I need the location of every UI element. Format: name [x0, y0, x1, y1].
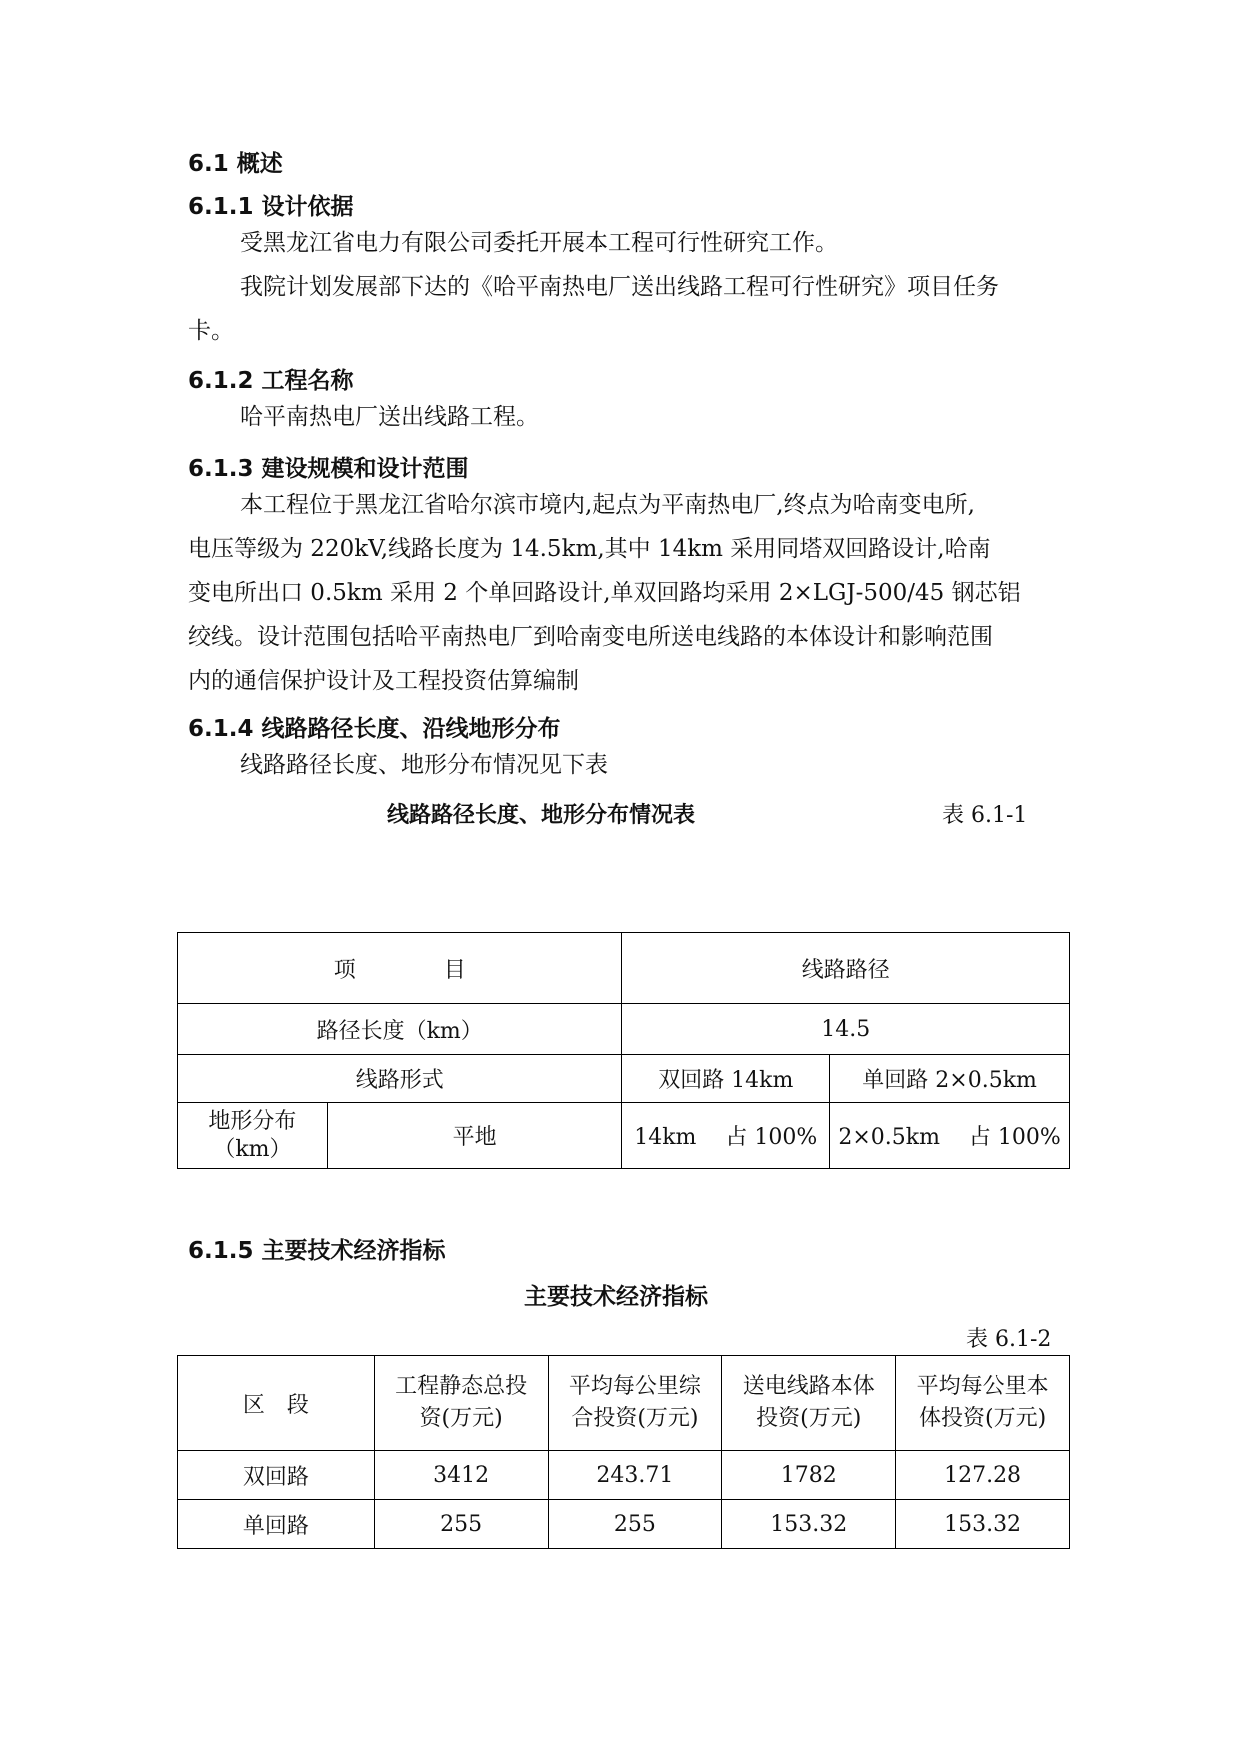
- heading-6-1-1: 6.1.1 设计依据: [188, 194, 354, 220]
- cell-terrain-double: 14km 占 100%: [622, 1103, 830, 1169]
- cell: 255: [374, 1500, 548, 1549]
- header-line: 平均每公里综: [568, 1374, 701, 1399]
- terrain-label-line2: （km）: [213, 1136, 292, 1162]
- table-2-number: 表 6.1-2: [966, 1327, 1052, 1352]
- cell: 153.32: [722, 1500, 896, 1549]
- table-row: [178, 1103, 1070, 1169]
- table-2-title: 主要技术经济指标: [524, 1284, 708, 1310]
- cell-terrain-type: 平地: [327, 1103, 622, 1169]
- para-613-l2: 电压等级为 220kV,线路长度为 14.5km,其中 14km 采用同塔双回路设计,哈南: [188, 536, 991, 562]
- cell-form-double: 双回路 14km: [622, 1055, 830, 1103]
- table-row: [178, 1500, 1070, 1549]
- cell: 单回路: [178, 1500, 375, 1549]
- table-row: [178, 1055, 1070, 1103]
- table-1-title: 线路路径长度、地形分布情况表: [387, 803, 696, 828]
- header-line: 送电线路本体: [742, 1374, 875, 1399]
- para-613-l4: 绞线。设计范围包括哈平南热电厂到哈南变电所送电线路的本体设计和影响范围: [188, 624, 993, 650]
- cell-form-single: 单回路 2×0.5km: [830, 1055, 1070, 1103]
- terrain-label-line1: 地形分布: [208, 1108, 297, 1134]
- header-line-body-investment: [722, 1356, 896, 1451]
- header-avg-body: [896, 1356, 1070, 1451]
- cell: 255: [548, 1500, 722, 1549]
- cell: 243.71: [548, 1451, 722, 1500]
- header-line: 资(万元): [419, 1406, 503, 1431]
- table-row: [178, 1356, 1070, 1451]
- table-row: [178, 1451, 1070, 1500]
- table-row: [178, 933, 1070, 1004]
- table-1-number: 表 6.1-1: [942, 803, 1028, 828]
- cell: 1782: [722, 1451, 896, 1500]
- para-614: 线路路径长度、地形分布情况见下表: [240, 752, 608, 778]
- cell: 双回路: [178, 1451, 375, 1500]
- cell: 127.28: [896, 1451, 1070, 1500]
- heading-6-1-4: 6.1.4 线路路径长度、沿线地形分布: [188, 716, 561, 742]
- para-611-1: 受黑龙江省电力有限公司委托开展本工程可行性研究工作。: [240, 230, 838, 256]
- header-route: 线路路径: [622, 933, 1070, 1004]
- header-avg-composite: [548, 1356, 722, 1451]
- heading-6-1: 6.1 概述: [188, 151, 283, 177]
- para-611-2b: 卡。: [188, 318, 234, 344]
- header-line: 投资(万元): [756, 1406, 862, 1431]
- cell-length-label: 路径长度（km）: [178, 1004, 622, 1055]
- cell: 153.32: [896, 1500, 1070, 1549]
- para-612: 哈平南热电厂送出线路工程。: [240, 404, 539, 430]
- header-section: 区 段: [178, 1356, 375, 1451]
- para-613-l3: 变电所出口 0.5km 采用 2 个单回路设计,单双回路均采用 2×LGJ-500/45 钢芯铝: [188, 580, 1021, 606]
- para-613-l1: 本工程位于黑龙江省哈尔滨市境内,起点为平南热电厂,终点为哈南变电所,: [240, 492, 975, 518]
- table-row: [178, 1004, 1070, 1055]
- cell-terrain-single: 2×0.5km 占 100%: [830, 1103, 1070, 1169]
- para-613-l5: 内的通信保护设计及工程投资估算编制: [188, 668, 579, 694]
- heading-6-1-2: 6.1.2 工程名称: [188, 368, 354, 394]
- heading-6-1-3: 6.1.3 建设规模和设计范围: [188, 456, 469, 482]
- header-line: 体投资(万元): [918, 1406, 1047, 1431]
- header-total-investment: [374, 1356, 548, 1451]
- cell-form-label: 线路形式: [178, 1055, 622, 1103]
- heading-6-1-5: 6.1.5 主要技术经济指标: [188, 1238, 446, 1264]
- cell-length-value: 14.5: [622, 1004, 1070, 1055]
- table-economic-indicators: [177, 1355, 1070, 1549]
- cell-terrain-label: [178, 1103, 328, 1169]
- para-611-2a: 我院计划发展部下达的《哈平南热电厂送出线路工程可行性研究》项目任务: [240, 274, 999, 300]
- header-line: 合投资(万元): [571, 1406, 699, 1431]
- header-line: 平均每公里本: [916, 1374, 1049, 1399]
- cell: 3412: [374, 1451, 548, 1500]
- table-route-length: [177, 932, 1070, 1169]
- header-line: 工程静态总投: [395, 1374, 528, 1399]
- header-item: 项 目: [178, 933, 622, 1004]
